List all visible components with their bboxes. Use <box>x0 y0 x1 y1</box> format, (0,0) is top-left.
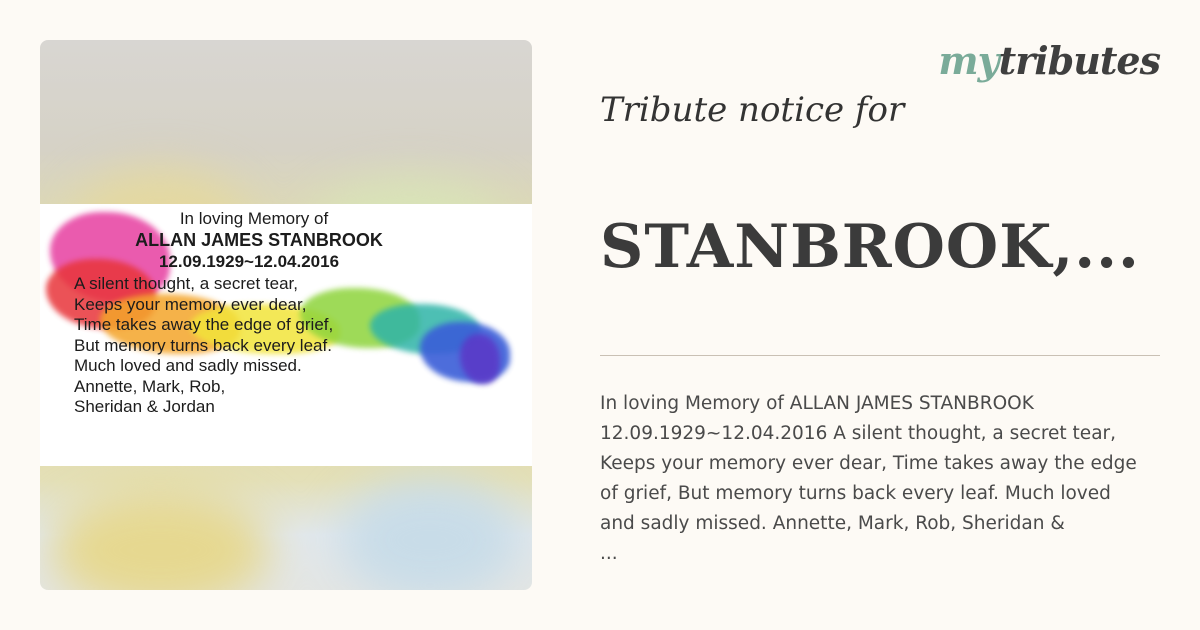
excerpt-line: 12.09.1929~12.04.2016 A silent thought, a secret tear, <box>600 423 1117 444</box>
excerpt-line: Keeps your memory ever dear, Time takes away the edge <box>600 453 1137 474</box>
divider <box>600 355 1160 356</box>
notice-line: But memory turns back every leaf. <box>74 335 332 355</box>
notice-name: ALLAN JAMES STANBROOK <box>135 230 383 250</box>
notice-dates: 12.09.1929~12.04.2016 <box>158 252 340 271</box>
excerpt-line: In loving Memory of ALLAN JAMES STANBROOK <box>600 393 1034 414</box>
tribute-image-card <box>40 40 532 590</box>
excerpt-line: ... <box>600 543 618 564</box>
notice-title: In loving Memory of <box>179 209 329 228</box>
notice-text-block <box>74 208 444 418</box>
mytributes-logo <box>938 38 1160 83</box>
notice-verse <box>74 274 444 418</box>
logo-prefix: my <box>938 38 999 83</box>
tribute-heading: Tribute notice for <box>600 90 905 130</box>
tribute-excerpt <box>600 389 1170 569</box>
notice-line: Annette, Mark, Rob, <box>74 376 226 396</box>
excerpt-line: and sadly missed. Annette, Mark, Rob, Sheridan & <box>600 513 1065 534</box>
logo-suffix: tributes <box>998 38 1160 83</box>
notice-line: A silent thought, a secret tear, <box>74 274 298 293</box>
notice-line: Keeps your memory ever dear, <box>74 294 307 314</box>
notice-line: Much loved and sadly missed. <box>74 356 302 375</box>
notice-line: Time takes away the edge of grief, <box>74 315 334 334</box>
deceased-name: STANBROOK,... <box>600 212 1140 282</box>
notice-image <box>40 204 532 466</box>
notice-line: Sheridan & Jordan <box>74 397 215 416</box>
excerpt-line: of grief, But memory turns back every leaf. Much loved <box>600 483 1111 504</box>
